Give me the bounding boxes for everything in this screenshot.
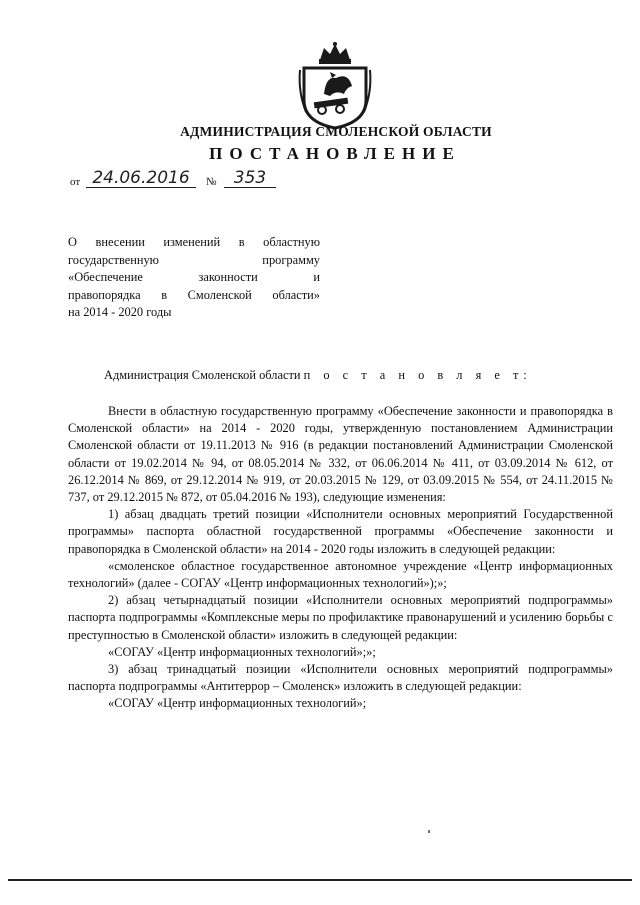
body-paragraph: Внести в областную государственную программу «Обеспечение законности и правопорядка в Смоленской области» на 2014 - 2020 годы, утвержденную постановлением Администрации Смоленской области от 19.11.2013 № 916 (в редакции постановлений Администрации Смоленской области от 19.02.2014 № 94, от 08.05.2014 № 332, от 06.06.2014 № 411, от 03.09.2014 № 612, от 26.12.2014 № 869, от 29.12.2014 № 919, от 20.03.2015 № 129, от 03.09.2015 № 554, от 24.11.2015 № 737, от 29.12.2015 № 872, от 05.04.2016 № 193), следующие изменения: xyxy=(68,404,613,505)
title-line: правопорядка в Смоленской области» xyxy=(68,287,320,302)
title-line: государственную программу xyxy=(68,252,320,267)
number-value: 353 xyxy=(224,169,276,188)
body-paragraph: «СОГАУ «Центр информационных технологий»;»; xyxy=(108,644,376,659)
body-paragraph: «смоленское областное государственное автономное учреждение «Центр информационных технологий» (далее - СОГАУ «Центр информационных технологий»);»; xyxy=(68,558,613,591)
resolution-line xyxy=(104,368,532,383)
resolution-verb: п о с т а н о в л я е т: xyxy=(303,368,532,382)
title-line: «Обеспечение законности и xyxy=(68,270,320,285)
body-paragraph: 2) абзац четырнадцатый позиции «Исполнители основных мероприятий подпрограммы» паспорта подпрограммы «Комплексные меры по профилактике правонарушений и усилению борьбы с преступностью в Смоленской области» изложить в следующей редакции: xyxy=(68,593,613,642)
date-label: от xyxy=(70,176,81,188)
resolution-prefix: Администрация Смоленской области xyxy=(104,368,301,382)
body-paragraph: 3) абзац тринадцатый позиции «Исполнители основных мероприятий подпрограммы» паспорта подпрограммы «Антитеррор – Смоленск» изложить в следующей редакции: xyxy=(68,662,613,694)
title-line: на 2014 - 2020 годы xyxy=(68,305,172,320)
date-value: 24.06.2016 xyxy=(86,169,196,188)
number-label: № xyxy=(206,176,217,188)
document-title xyxy=(68,234,320,322)
scan-speck xyxy=(428,830,430,833)
organization-name: АДМИНИСТРАЦИЯ СМОЛЕНСКОЙ ОБЛАСТИ xyxy=(180,124,492,139)
document-body xyxy=(68,403,613,713)
body-paragraph: 1) абзац двадцать третий позиции «Исполнители основных мероприятий Государственной программы» паспорта областной государственной программы «Обеспечение законности и правопорядка в Смоленской области» на 2014 - 2020 годы изложить в следующей редакции: xyxy=(68,507,613,556)
body-paragraph: «СОГАУ «Центр информационных технологий»; xyxy=(108,696,367,711)
date-number-line xyxy=(70,170,390,192)
page-bottom-rule xyxy=(8,879,632,881)
document-type: ПОСТАНОВЛЕНИЕ xyxy=(209,144,461,163)
coat-of-arms-icon xyxy=(296,42,374,130)
title-line: О внесении изменений в областную xyxy=(68,235,320,249)
